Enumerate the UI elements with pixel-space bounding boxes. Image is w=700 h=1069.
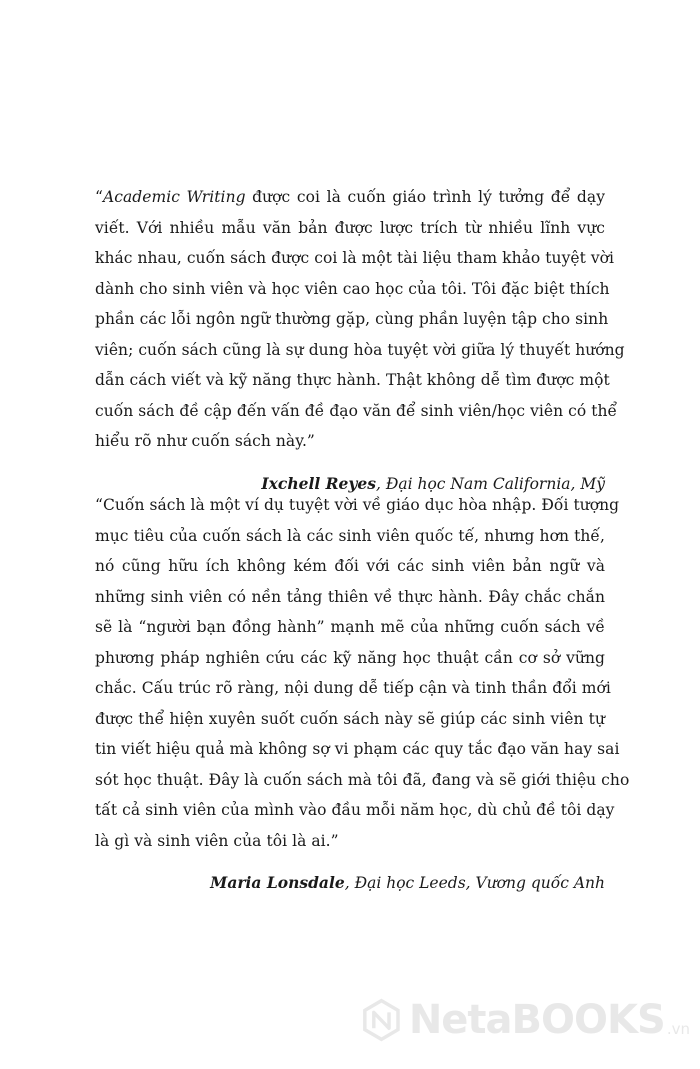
quote-line: mục tiêu của cuốn sách là các sinh viên quốc tế, nhưng hơn thế, <box>95 526 605 545</box>
quote-line: chắc. Cấu trúc rõ ràng, nội dung dễ tiếp cận và tinh thần đổi mới <box>95 679 611 697</box>
quote-line: “Cuốn sách là một ví dụ tuyệt vời về giáo dục hòa nhập. Đối tượng <box>95 496 620 514</box>
testimonial-2 <box>95 490 630 896</box>
quote-line: viết. Với nhiều mẫu văn bản được lược trích từ nhiều lĩnh vực <box>95 218 605 237</box>
testimonial-2-attribution <box>95 870 605 896</box>
quote-line: viên; cuốn sách cũng là sự dung hòa tuyệt vời giữa lý thuyết hướng <box>95 340 625 359</box>
quote-line: sẽ là “người bạn đồng hành” mạnh mẽ của những cuốn sách về <box>95 618 605 636</box>
quote-line: những sinh viên có nền tảng thiên về thực hành. Đây chắc chắn <box>95 587 605 606</box>
watermark-suffix: .vn <box>666 1020 690 1038</box>
quote-line: được thể hiện xuyên suốt cuốn sách này sẽ giúp các sinh viên tự <box>95 709 605 728</box>
quote-line: nó cũng hữu ích không kém đối với các sinh viên bản ngữ và <box>95 557 605 575</box>
quote-line: sót học thuật. Đây là cuốn sách mà tôi đã, đang và sẽ giới thiệu cho <box>95 770 630 789</box>
author-name: Ixchell Reyes <box>261 473 376 493</box>
watermark-brand: NetaBOOKS <box>408 997 665 1043</box>
quote-line: dành cho sinh viên và học viên cao học của tôi. Tôi đặc biệt thích <box>95 279 610 298</box>
quote-line: dẫn cách viết và kỹ năng thực hành. Thật không dễ tìm được một <box>95 371 610 389</box>
quote-line: phần các lỗi ngôn ngữ thường gặp, cùng phần luyện tập cho sinh <box>95 310 609 328</box>
book-title: Academic Writing <box>102 188 246 206</box>
author-affiliation: , Đại học Nam California, Mỹ <box>376 474 605 493</box>
testimonial-2-text <box>95 490 630 856</box>
quote-line: cuốn sách đề cập đến vấn đề đạo văn để sinh viên/học viên có thể <box>95 401 618 420</box>
quote-line: khác nhau, cuốn sách được coi là một tài liệu tham khảo tuyệt vời <box>95 249 615 267</box>
quote-line: “Academic Writing được coi là cuốn giáo trình lý tưởng để dạy <box>95 188 605 206</box>
netabooks-logo-icon <box>360 989 403 1051</box>
quote-line: là gì và sinh viên của tôi là ai.” <box>95 831 339 850</box>
testimonial-1 <box>95 182 625 497</box>
netabooks-watermark <box>360 988 690 1052</box>
quote-line: hiểu rõ như cuốn sách này.” <box>95 432 315 450</box>
author-name: Maria Lonsdale <box>210 873 345 892</box>
quote-line: tin viết hiệu quả mà không sợ vi phạm các quy tắc đạo văn hay sai <box>95 740 620 758</box>
quote-line: phương pháp nghiên cứu các kỹ năng học thuật cần cơ sở vững <box>95 648 605 667</box>
author-affiliation: , Đại học Leeds, Vương quốc Anh <box>344 874 605 892</box>
testimonial-1-text <box>95 182 625 457</box>
quote-line: tất cả sinh viên của mình vào đầu mỗi năm học, dù chủ đề tôi dạy <box>95 801 615 819</box>
